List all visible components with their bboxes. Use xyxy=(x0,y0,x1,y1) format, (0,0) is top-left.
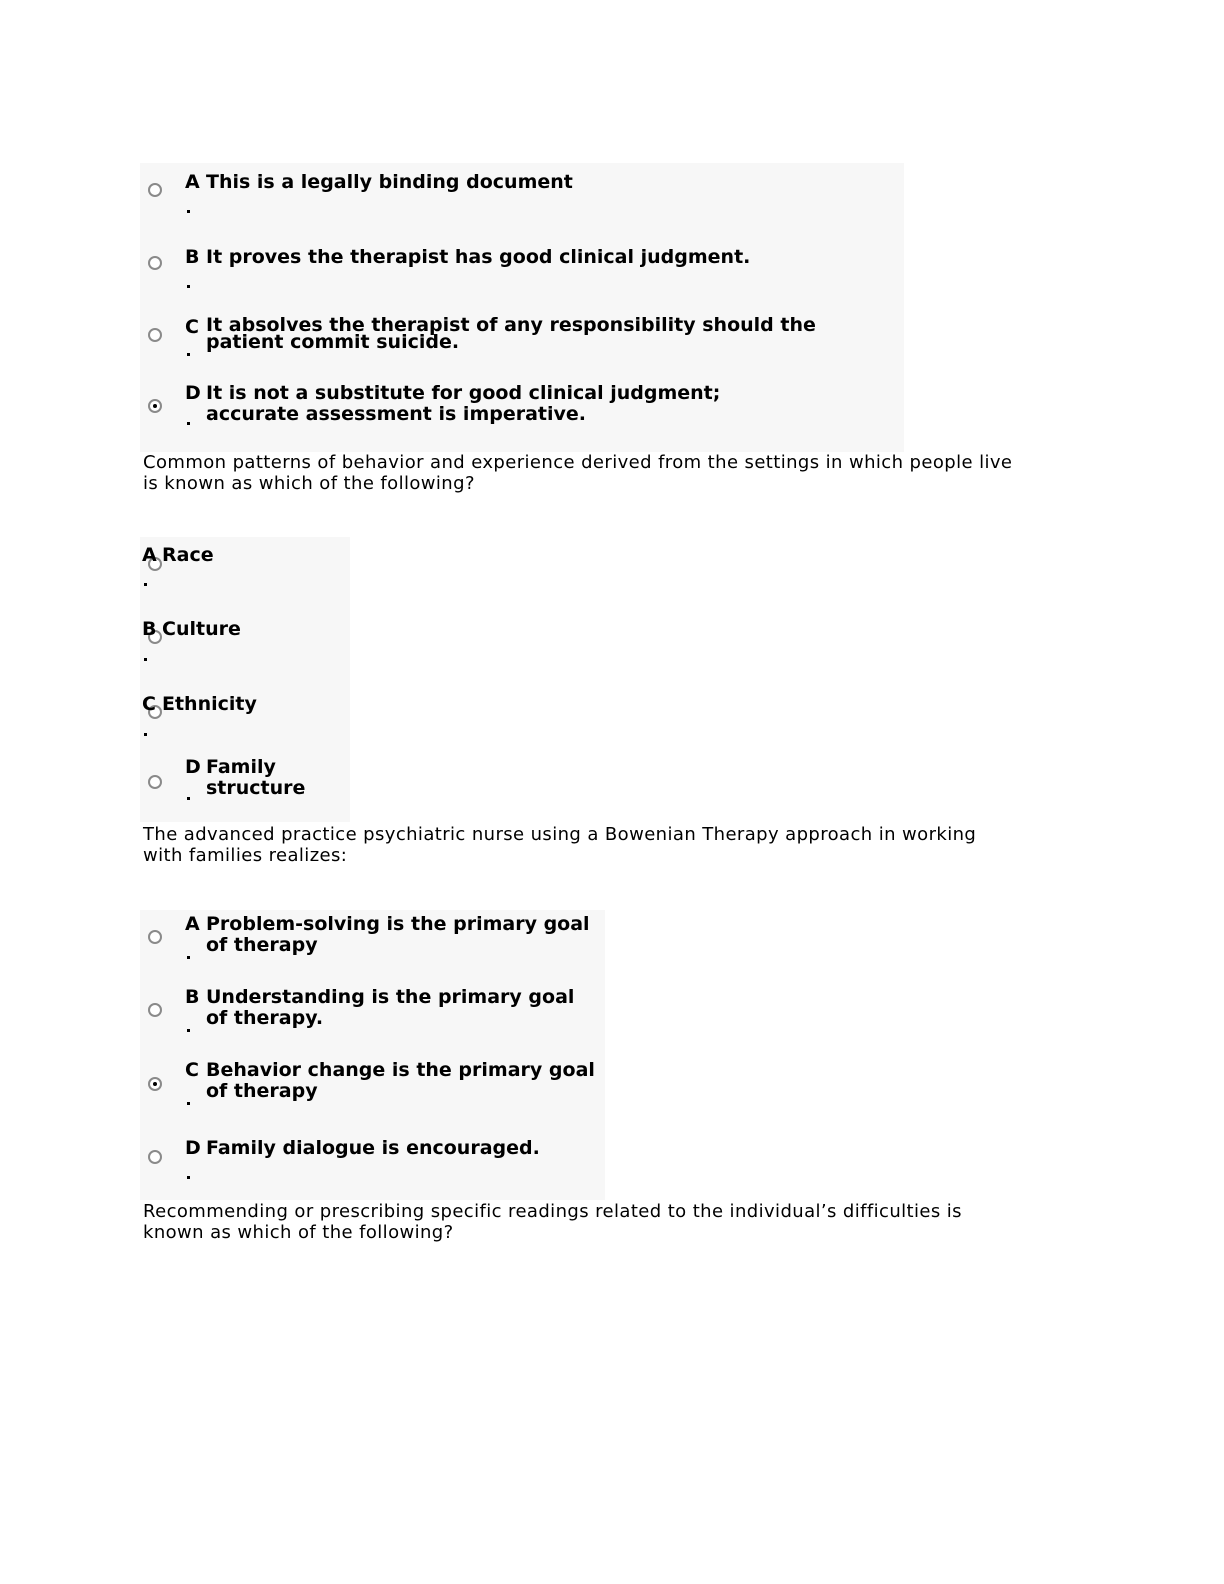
radio-button[interactable] xyxy=(148,183,162,197)
option-letter: D xyxy=(185,382,201,404)
option-letter: C xyxy=(142,693,156,715)
option-text: Ethnicity xyxy=(162,693,257,715)
question-line: Recommending or prescribing specific readings related to the individual’s difficulties is xyxy=(143,1201,962,1222)
option-text: It proves the therapist has good clinical judgment. xyxy=(206,246,751,268)
bullet-dot xyxy=(187,210,190,213)
option-letter: A xyxy=(185,913,200,935)
option-text: It absolves the therapist of any responsibility should the patient commit suicide. xyxy=(206,314,816,353)
radio-button[interactable] xyxy=(148,930,162,944)
radio-button[interactable] xyxy=(148,328,162,342)
option-letter: B xyxy=(185,246,200,268)
option-letter: A xyxy=(185,171,200,193)
radio-button[interactable] xyxy=(148,256,162,270)
option-letter: B xyxy=(185,986,200,1008)
bullet-dot xyxy=(144,583,147,586)
option-letter: C xyxy=(185,316,199,338)
question-line: is known as which of the following? xyxy=(143,473,475,494)
question-1-options xyxy=(140,163,904,452)
bullet-dot xyxy=(187,956,190,959)
question-4-text xyxy=(143,1202,1073,1244)
bullet-dot xyxy=(187,422,190,425)
question-2-options xyxy=(140,537,350,822)
option-text: Behavior change is the primary goal of therapy xyxy=(206,1059,595,1102)
question-3-options xyxy=(140,910,605,1200)
question-line: with families realizes: xyxy=(143,845,348,866)
option-text: Problem-solving is the primary goal of therapy xyxy=(206,913,590,956)
bullet-dot xyxy=(187,285,190,288)
option-text: This is a legally binding document xyxy=(206,171,573,193)
option-letter: D xyxy=(185,756,201,778)
bullet-dot xyxy=(187,1029,190,1032)
bullet-dot xyxy=(187,1102,190,1105)
radio-button[interactable] xyxy=(148,1003,162,1017)
question-line: Common patterns of behavior and experience derived from the settings in which people live xyxy=(143,452,1013,473)
option-text: Family dialogue is encouraged. xyxy=(206,1137,540,1159)
option-text: It is not a substitute for good clinical judgment; accurate assessment is imperative. xyxy=(206,382,721,425)
option-letter: B xyxy=(142,618,157,640)
radio-button[interactable] xyxy=(148,775,162,789)
bullet-dot xyxy=(187,797,190,800)
question-2-text xyxy=(143,453,1043,495)
question-line: The advanced practice psychiatric nurse using a Bowenian Therapy approach in working xyxy=(143,824,977,845)
bullet-dot xyxy=(187,1176,190,1179)
bullet-dot xyxy=(144,658,147,661)
question-line: known as which of the following? xyxy=(143,1222,454,1243)
option-letter: C xyxy=(185,1059,199,1081)
option-letter: A xyxy=(142,544,157,566)
option-letter: D xyxy=(185,1137,201,1159)
radio-button[interactable] xyxy=(148,1150,162,1164)
option-text: Family structure xyxy=(206,756,306,799)
radio-button-selected[interactable] xyxy=(148,1077,162,1091)
option-text: Race xyxy=(162,544,214,566)
question-3-text xyxy=(143,825,1043,867)
option-text: Culture xyxy=(162,618,241,640)
bullet-dot xyxy=(187,353,190,356)
bullet-dot xyxy=(144,733,147,736)
option-text: Understanding is the primary goal of therapy. xyxy=(206,986,575,1029)
radio-button-selected[interactable] xyxy=(148,399,162,413)
